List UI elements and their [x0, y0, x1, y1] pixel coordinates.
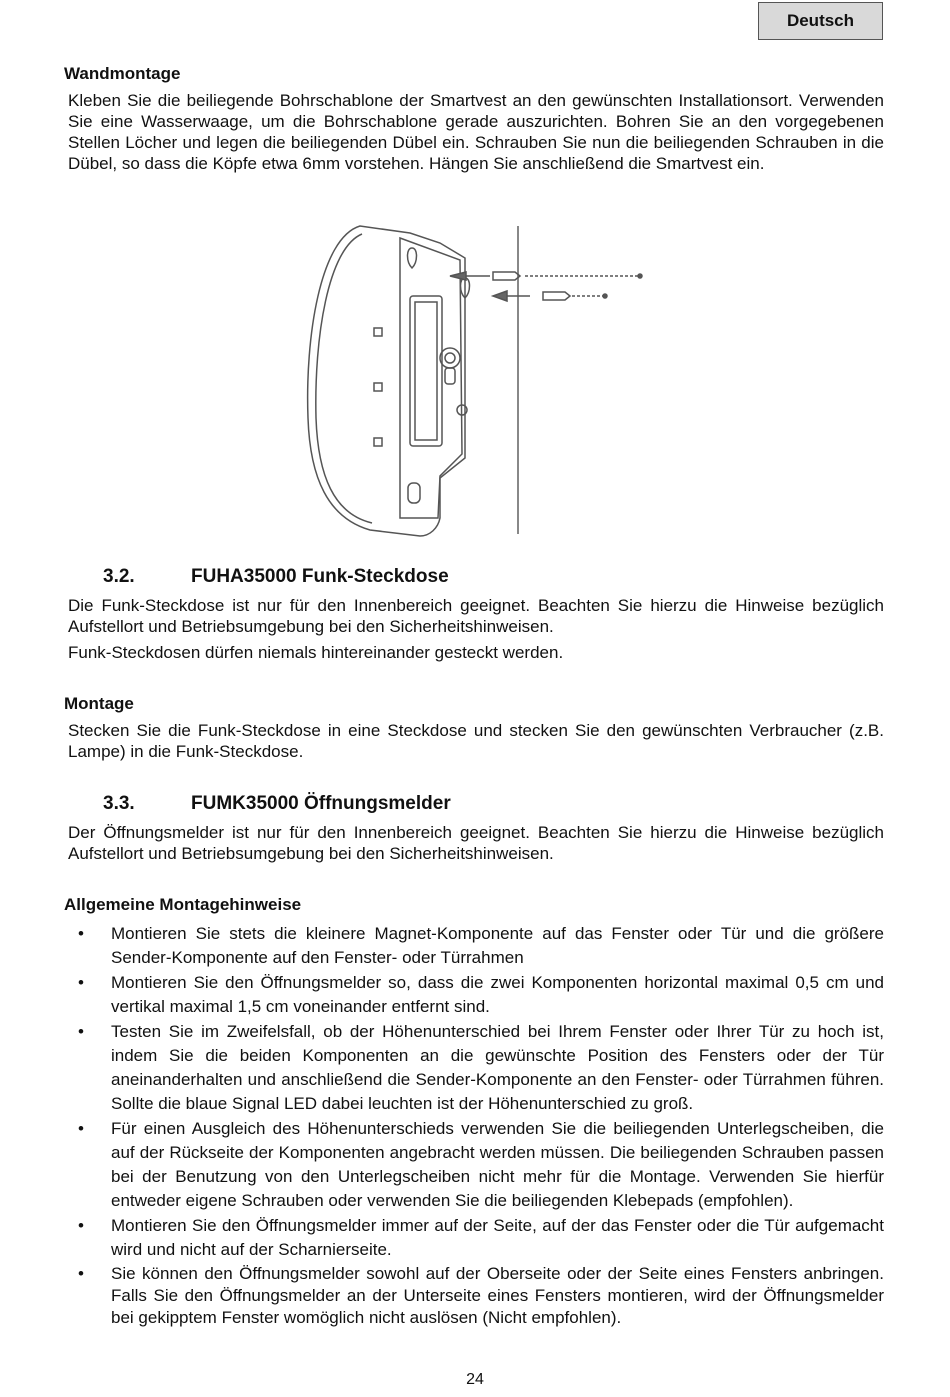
mounting-text: Stecken Sie die Funk-Steckdose in eine Steckdose und stecken Sie den gewünschten Verbraucher (z.B. Lampe) in die Funk-Steckdose. [68, 721, 884, 761]
bullet-symbol: • [78, 1022, 84, 1041]
general-bullet-list [72, 922, 884, 1330]
list-item-text: Montieren Sie stets die kleinere Magnet-Komponente auf das Fenster oder Tür und die größere Sender-Komponente auf den Fenster- oder Türrahmen [111, 924, 884, 967]
list-item-text: Testen Sie im Zweifelsfall, ob der Höhenunterschied bei Ihrem Fenster oder Ihrer Tür zu hoch ist, indem Sie die beiden Komponenten an die gewünschte Position des Fensters oder der Tür aneinanderhalten und anschließend die Sender-Komponente an den Fenster- oder Türrahmen führen. Sollte die blaue Signal LED dabei leuchten ist der Höhenunterschied zu groß. [111, 1022, 884, 1113]
list-item [72, 922, 884, 970]
bullet-symbol: • [78, 1119, 84, 1138]
section-3-3-heading [103, 793, 451, 815]
list-item-text: Montieren Sie den Öffnungsmelder immer auf der Seite, auf der das Fenster oder die Tür aufgemacht wird und nicht auf der Scharnierseite. [111, 1216, 884, 1259]
section-title: FUHA35000 Funk-Steckdose [191, 566, 449, 587]
list-item [72, 1214, 884, 1262]
bullet-symbol: • [78, 1264, 84, 1283]
page-number: 24 [466, 1371, 484, 1388]
list-item-text: Sie können den Öffnungsmelder sowohl auf der Oberseite oder der Seite eines Fensters anbringen. Falls Sie den Öffnungsmelder an der Unterseite eines Fensters montieren, wird der Öffnungsmelder bei gekipptem Fenster womöglich nicht auslösen (Nicht empfohlen). [111, 1264, 884, 1327]
general-heading: Allgemeine Montagehinweise [64, 895, 302, 914]
list-item [72, 1117, 884, 1213]
section-3-2-text: Die Funk-Steckdose ist nur für den Innenbereich geeignet. Beachten Sie hierzu die Hinweise bezüglich Aufstellort und Betriebsumgebung bei den Sicherheitshinweisen. [68, 596, 884, 636]
section-3-3-text: Der Öffnungsmelder ist nur für den Innenbereich geeignet. Beachten Sie hierzu die Hinweise bezüglich Aufstellort und Betriebsumgebung bei den Sicherheitshinweisen. [68, 823, 884, 863]
section-3-2-heading [103, 566, 449, 588]
list-item [72, 971, 884, 1019]
section-number: 3.3. [103, 793, 135, 814]
language-tab: Deutsch [758, 2, 883, 40]
section-3-2-warning: Funk-Steckdosen dürfen niemals hintereinander gesteckt werden. [68, 643, 564, 662]
list-item [72, 1020, 884, 1116]
bullet-symbol: • [78, 924, 84, 943]
section-number: 3.2. [103, 566, 135, 587]
bullet-symbol: • [78, 1216, 84, 1235]
list-item-text: Für einen Ausgleich des Höhenunterschieds verwenden Sie die beiliegenden Unterlegscheiben, die auf der Rückseite der Komponenten angebracht werden müssen. Die beiliegenden Schrauben passen bei der Benutzung von den Unterlegscheiben nicht mehr für die Montage. Verwenden Sie hierfür entweder eigene Schrauben oder verwenden Sie die beiliegenden Klebepads (empfohlen). [111, 1119, 884, 1210]
bullet-symbol: • [78, 973, 84, 992]
list-item [72, 1263, 884, 1329]
wall-mount-illustration [300, 218, 650, 538]
section-title: FUMK35000 Öffnungsmelder [191, 793, 451, 814]
mounting-heading: Montage [64, 694, 134, 713]
wall-mount-text: Kleben Sie die beiliegende Bohrschablone der Smartvest an den gewünschten Installationsort. Verwenden Sie eine Wasserwaage, um die Bohrschablone gerade auszurichten. Bohren Sie an den vorgegebenen Stellen Löcher und legen die beiliegenden Dübel ein. Schrauben Sie nun die beiliegenden Schrauben in die Dübel, so dass die Köpfe etwa 6mm vorstehen. Hängen Sie anschließend die Smartvest ein. [68, 91, 884, 173]
wall-mount-heading: Wandmontage [64, 64, 181, 83]
list-item-text: Montieren Sie den Öffnungsmelder so, dass die zwei Komponenten horizontal maximal 0,5 cm und vertikal maximal 1,5 cm voneinander entfernt sind. [111, 973, 884, 1016]
